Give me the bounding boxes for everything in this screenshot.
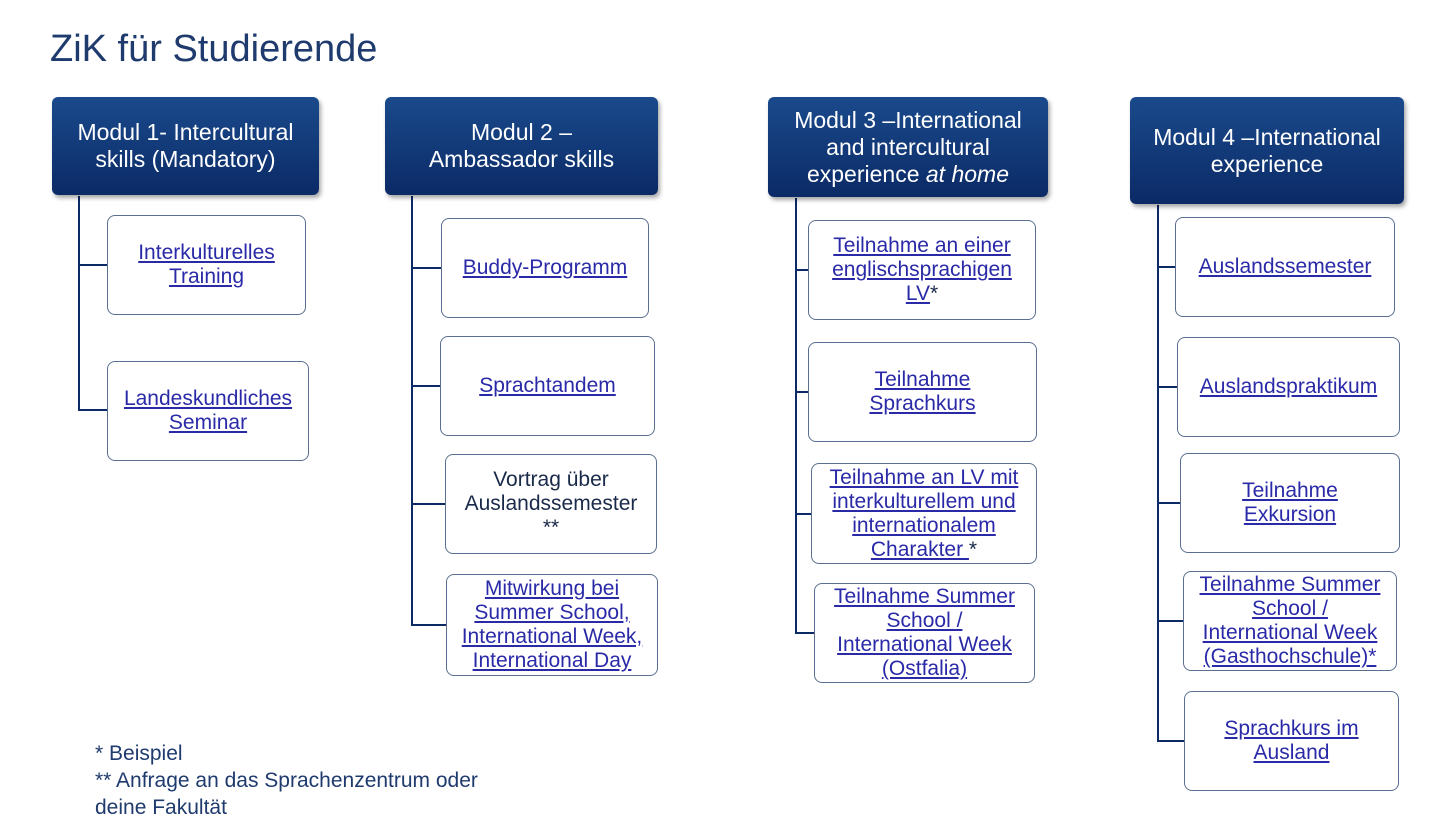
connector-trunk-modul-4 <box>1157 205 1159 742</box>
connector-branch <box>795 513 812 515</box>
connector-branch <box>795 391 809 393</box>
link-landeskundliches-seminar[interactable]: Landeskundliches Seminar <box>123 387 293 434</box>
item-vortrag-auslandssemester: Vortrag über Auslandssemester ** <box>445 454 657 554</box>
item-teilnahme-sprachkurs <box>808 342 1037 442</box>
connector-branch <box>1157 740 1184 742</box>
link-mitwirkung-summer-school[interactable]: Mitwirkung bei Summer School, International Week, International Day <box>461 577 643 672</box>
module-title-line: and intercultural <box>826 133 990 160</box>
link-summer-school-gasthochschule[interactable]: Teilnahme Summer School / International Week (Gasthochschule)* <box>1199 573 1381 668</box>
connector-branch <box>411 267 441 269</box>
connector-branch <box>411 503 445 505</box>
item-englischsprachige-lv <box>808 220 1036 320</box>
link-sprachkurs-im-ausland[interactable]: Sprachkurs im Ausland <box>1224 717 1359 764</box>
item-auslandspraktikum <box>1177 337 1400 437</box>
connector-branch <box>1157 502 1180 504</box>
module-2-header <box>385 97 658 195</box>
connector-branch <box>795 632 815 634</box>
item-teilnahme-exkursion <box>1180 453 1400 553</box>
footnote-line: * Beispiel <box>95 742 183 765</box>
item-auslandssemester <box>1175 217 1395 317</box>
connector-trunk-modul-1 <box>78 196 80 411</box>
link-teilnahme-exkursion[interactable]: Teilnahme Exkursion <box>1242 479 1338 526</box>
connector-trunk-modul-3 <box>795 198 797 634</box>
link-interkulturelles-training[interactable]: Interkulturelles Training <box>138 241 275 288</box>
module-title-line: Modul 3 –International <box>794 106 1022 133</box>
connector-branch <box>78 409 108 411</box>
footnotes <box>95 740 478 821</box>
item-summer-school-ostfalia <box>814 583 1035 683</box>
link-summer-school-ostfalia[interactable]: Teilnahme Summer School / International Week (Ostfalia) <box>834 585 1015 680</box>
module-title-line: Modul 1- Intercultural <box>77 119 294 145</box>
item-mitwirkung-summer-school <box>446 574 658 676</box>
connector-branch <box>1157 620 1183 622</box>
connector-branch <box>1157 386 1177 388</box>
link-englischsprachige-lv[interactable]: Teilnahme an einer englischsprachigen LV <box>832 234 1012 305</box>
module-title-line: experience <box>806 160 920 187</box>
footnote-marker: * <box>968 537 978 561</box>
module-title-line: skills (Mandatory) <box>95 146 276 172</box>
item-sprachkurs-im-ausland <box>1184 691 1399 791</box>
item-buddy-programm <box>441 218 649 318</box>
connector-branch <box>411 624 446 626</box>
item-summer-school-gasthochschule <box>1183 571 1397 671</box>
link-sprachtandem[interactable]: Sprachtandem <box>479 374 616 397</box>
link-lv-interkulturell[interactable]: Teilnahme an LV mit interkulturellem und internationalem Charakter <box>829 465 1019 561</box>
page-title: ZiK für Studierende <box>50 28 378 70</box>
footnote-marker: * <box>929 282 939 305</box>
module-title-line: Modul 2 – <box>470 119 572 145</box>
module-4-header <box>1130 97 1404 204</box>
item-landeskundliches-seminar <box>107 361 309 461</box>
connector-branch <box>1157 266 1175 268</box>
connector-branch <box>78 264 108 266</box>
module-3-header <box>768 97 1048 197</box>
link-teilnahme-sprachkurs[interactable]: Teilnahme Sprachkurs <box>869 368 976 415</box>
module-title-line: experience <box>1210 150 1324 177</box>
item-sprachtandem <box>440 336 655 436</box>
module-title-line: Ambassador skills <box>428 146 615 172</box>
item-interkulturelles-training <box>107 215 306 315</box>
footnote-line: deine Fakultät <box>95 796 227 819</box>
module-title-line: Modul 4 –International <box>1153 123 1381 150</box>
connector-trunk-modul-2 <box>411 196 413 626</box>
link-auslandssemester[interactable]: Auslandssemester <box>1198 255 1372 278</box>
link-buddy-programm[interactable]: Buddy-Programm <box>462 256 628 279</box>
module-1-header <box>52 97 319 195</box>
connector-branch <box>795 269 809 271</box>
item-lv-interkulturell <box>811 463 1037 564</box>
connector-branch <box>411 385 441 387</box>
module-title-emphasis: at home <box>925 160 1009 187</box>
link-auslandspraktikum[interactable]: Auslandspraktikum <box>1199 375 1378 398</box>
footnote-line: ** Anfrage an das Sprachenzentrum oder <box>95 769 478 792</box>
